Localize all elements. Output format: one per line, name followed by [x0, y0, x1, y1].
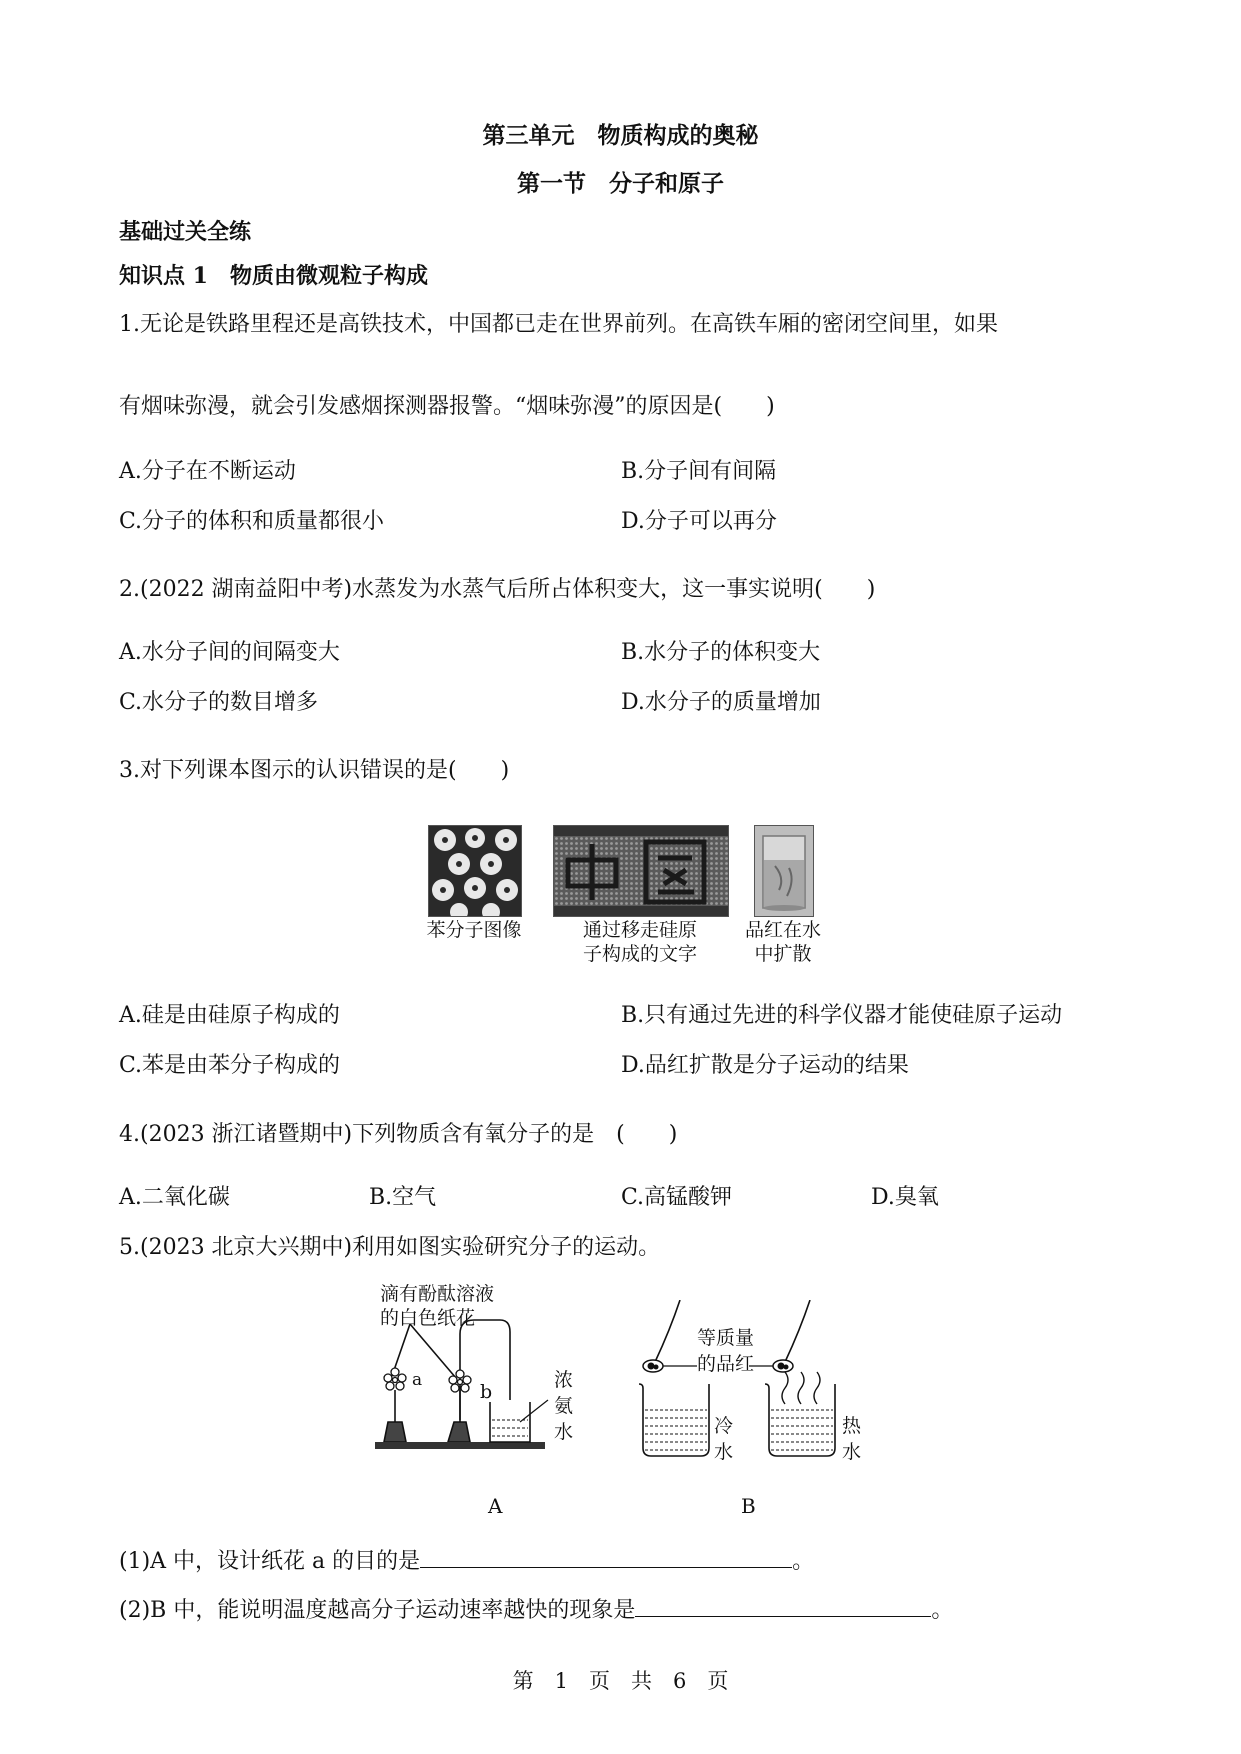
caption-benzene: 苯分子图像 — [426, 919, 522, 941]
q4-option-d[interactable]: D.臭氧 — [871, 1185, 939, 1210]
fig-b-label-line2: 的品红 — [697, 1353, 755, 1375]
fig-a-label-line2: 的白色纸花 — [380, 1307, 476, 1329]
q4-option-a[interactable]: A.二氧化碳 — [119, 1185, 230, 1210]
q2-option-b[interactable]: B.水分子的体积变大 — [621, 640, 821, 665]
section-title: 第一节 分子和原子 — [517, 170, 724, 197]
q1-option-b[interactable]: B.分子间有间隔 — [621, 459, 777, 484]
caption-silicon-line2: 子构成的文字 — [582, 943, 697, 965]
q2-option-d[interactable]: D.水分子的质量增加 — [621, 690, 821, 715]
page-footer: 第 1 页 共 6 页 — [512, 1669, 729, 1693]
q5-sub1-end: 。 — [792, 1549, 815, 1574]
q5-sub2-answer-blank[interactable] — [635, 1596, 931, 1617]
q4-option-b[interactable]: B.空气 — [369, 1185, 437, 1210]
cold-water-label-2: 水 — [714, 1441, 734, 1463]
fig-b-label-line1: 等质量 — [697, 1327, 755, 1349]
flower-a-label: a — [412, 1370, 423, 1390]
ammonia-label-1: 浓 — [554, 1369, 574, 1391]
knowledge-point-heading: 知识点 1 物质由微观粒子构成 — [119, 263, 428, 289]
q4-option-c[interactable]: C.高锰酸钾 — [621, 1185, 733, 1210]
unit-title: 第三单元 物质构成的奥秘 — [482, 122, 759, 149]
q3-option-d[interactable]: D.品红扩散是分子运动的结果 — [621, 1053, 909, 1078]
q3-option-a[interactable]: A.硅是由硅原子构成的 — [119, 1003, 340, 1028]
q5-sub1-text: (1)A 中，设计纸花 a 的目的是 — [119, 1549, 421, 1574]
cold-water-label-1: 冷 — [714, 1415, 734, 1437]
hot-water-label-2: 水 — [842, 1441, 862, 1463]
q4-stem: 4.(2023 浙江诸暨期中)下列物质含有氧分子的是 ( ) — [119, 1122, 678, 1147]
fig-b-caption: B — [741, 1494, 756, 1518]
q5-sub2-text: (2)B 中，能说明温度越高分子运动速率越快的现象是 — [119, 1598, 636, 1623]
q1-stem-line2: 有烟味弥漫，就会引发感烟探测器报警。“烟味弥漫”的原因是( ) — [119, 394, 775, 419]
fig-a-label-line1: 滴有酚酞溶液 — [380, 1283, 495, 1305]
q3-option-c[interactable]: C.苯是由苯分子构成的 — [119, 1053, 341, 1078]
ammonia-label-2: 氨 — [554, 1395, 574, 1417]
caption-dye-line2: 中扩散 — [754, 943, 812, 965]
q1-option-d[interactable]: D.分子可以再分 — [621, 509, 777, 534]
caption-silicon-line1: 通过移走硅原 — [582, 919, 697, 941]
caption-dye-line1: 品红在水 — [744, 919, 821, 941]
q5-sub1 — [119, 1547, 814, 1575]
q2-option-a[interactable]: A.水分子间的间隔变大 — [119, 640, 340, 665]
practice-heading: 基础过关全练 — [119, 219, 252, 245]
q1-option-c[interactable]: C.分子的体积和质量都很小 — [119, 509, 385, 534]
benzene-molecule-image — [428, 825, 522, 917]
fig-a-caption: A — [488, 1494, 503, 1518]
flower-b-label: b — [480, 1381, 493, 1403]
q5-stem: 5.(2023 北京大兴期中)利用如图实验研究分子的运动。 — [119, 1235, 661, 1260]
q3-option-b[interactable]: B.只有通过先进的科学仪器才能使硅原子运动 — [621, 1003, 1063, 1028]
hot-water-label-1: 热 — [842, 1415, 862, 1437]
q2-option-c[interactable]: C.水分子的数目增多 — [119, 690, 319, 715]
ammonia-label-3: 水 — [554, 1421, 574, 1443]
silicon-atom-text-image — [553, 825, 729, 917]
dye-diffusion-image — [754, 825, 814, 917]
q1-option-a[interactable]: A.分子在不断运动 — [119, 459, 296, 484]
q5-sub1-answer-blank[interactable] — [420, 1547, 792, 1568]
q5-sub2 — [119, 1596, 953, 1624]
q2-stem: 2.(2022 湖南益阳中考)水蒸发为水蒸气后所占体积变大，这一事实说明( ) — [119, 577, 876, 602]
q1-stem-line1: 1.无论是铁路里程还是高铁技术，中国都已走在世界前列。在高铁车厢的密闭空间里，如果 — [119, 312, 998, 337]
q5-sub2-end: 。 — [931, 1598, 954, 1623]
q3-stem: 3.对下列课本图示的认识错误的是( ) — [119, 758, 510, 783]
